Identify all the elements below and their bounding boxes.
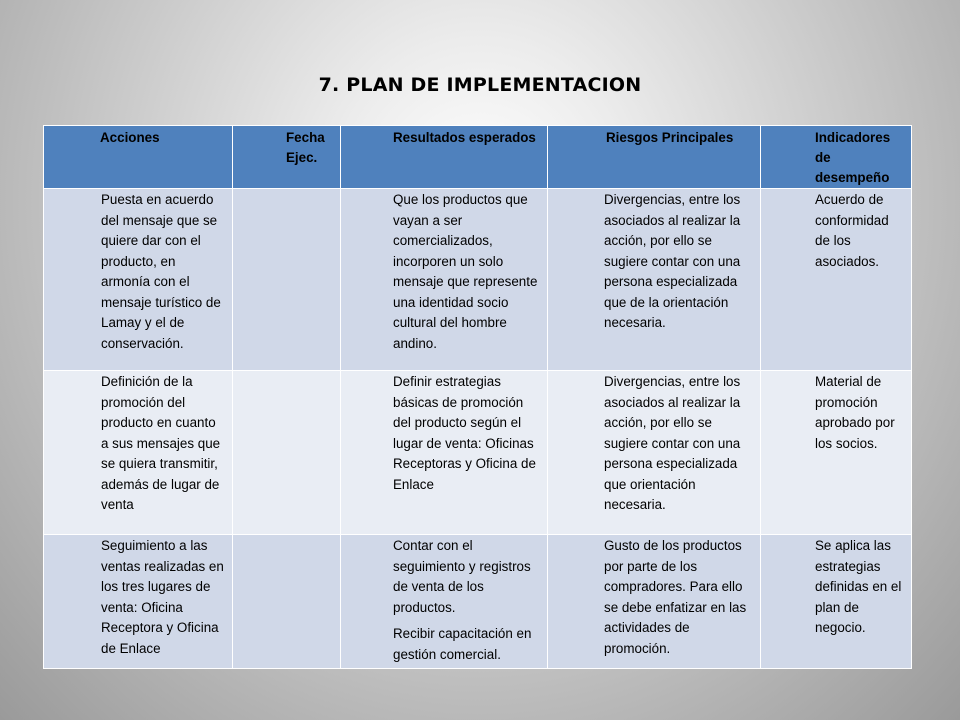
table-row [44,535,912,669]
cell-indicadores: Material de promoción aprobado por los socios. [761,371,912,535]
cell-riesgos: Divergencias, entre los asociados al realizar la acción, por ello se sugiere contar con una persona especializada que orientación necesaria. [548,371,761,535]
column-header-acciones: Acciones [44,126,233,189]
cell-fecha [233,189,341,371]
cell-riesgos: Gusto de los productos por parte de los compradores. Para ello se debe enfatizar en las actividades de promoción. [548,535,761,669]
cell-acciones: Puesta en acuerdo del mensaje que se quiere dar con el producto, en armonía con el mensaje turístico de Lamay y el de conservación. [44,189,233,371]
implementation-plan-table [43,125,912,669]
cell-resultados-text: Contar con el seguimiento y registros de venta de los productos. [393,538,531,615]
cell-fecha [233,535,341,669]
column-header-riesgos: Riesgos Principales [548,126,761,189]
cell-acciones: Seguimiento a las ventas realizadas en los tres lugares de venta: Oficina Receptora y Oficina de Enlace [44,535,233,669]
cell-acciones: Definición de la promoción del producto en cuanto a sus mensajes que se quiera transmitir, además de lugar de venta [44,371,233,535]
cell-fecha [233,371,341,535]
cell-resultados [341,189,548,371]
table-header-row [44,126,912,189]
table-row [44,371,912,535]
page-title: 7. PLAN DE IMPLEMENTACION [318,74,642,96]
column-header-resultados: Resultados esperados [341,126,548,189]
cell-resultados [341,535,548,669]
cell-riesgos: Divergencias, entre los asociados al realizar la acción, por ello se sugiere contar con una persona especializada que de la orientación necesaria. [548,189,761,371]
cell-resultados-text: Definir estrategias básicas de promoción del producto según el lugar de venta: Oficinas Receptoras y Oficina de Enlace [393,374,536,492]
table-row [44,189,912,371]
column-header-indicadores: Indicadores de desempeño [761,126,912,189]
cell-resultados [341,371,548,535]
cell-indicadores: Se aplica las estrategias definidas en el plan de negocio. [761,535,912,669]
cell-resultados-text: Recibir capacitación en gestión comercial. [393,626,532,662]
cell-resultados-text: Que los productos que vayan a ser comercializados, incorporen un solo mensaje que represente una identidad socio cultural del hombre andino. [393,192,538,351]
column-header-fecha: Fecha Ejec. [233,126,341,189]
cell-indicadores: Acuerdo de conformidad de los asociados. [761,189,912,371]
